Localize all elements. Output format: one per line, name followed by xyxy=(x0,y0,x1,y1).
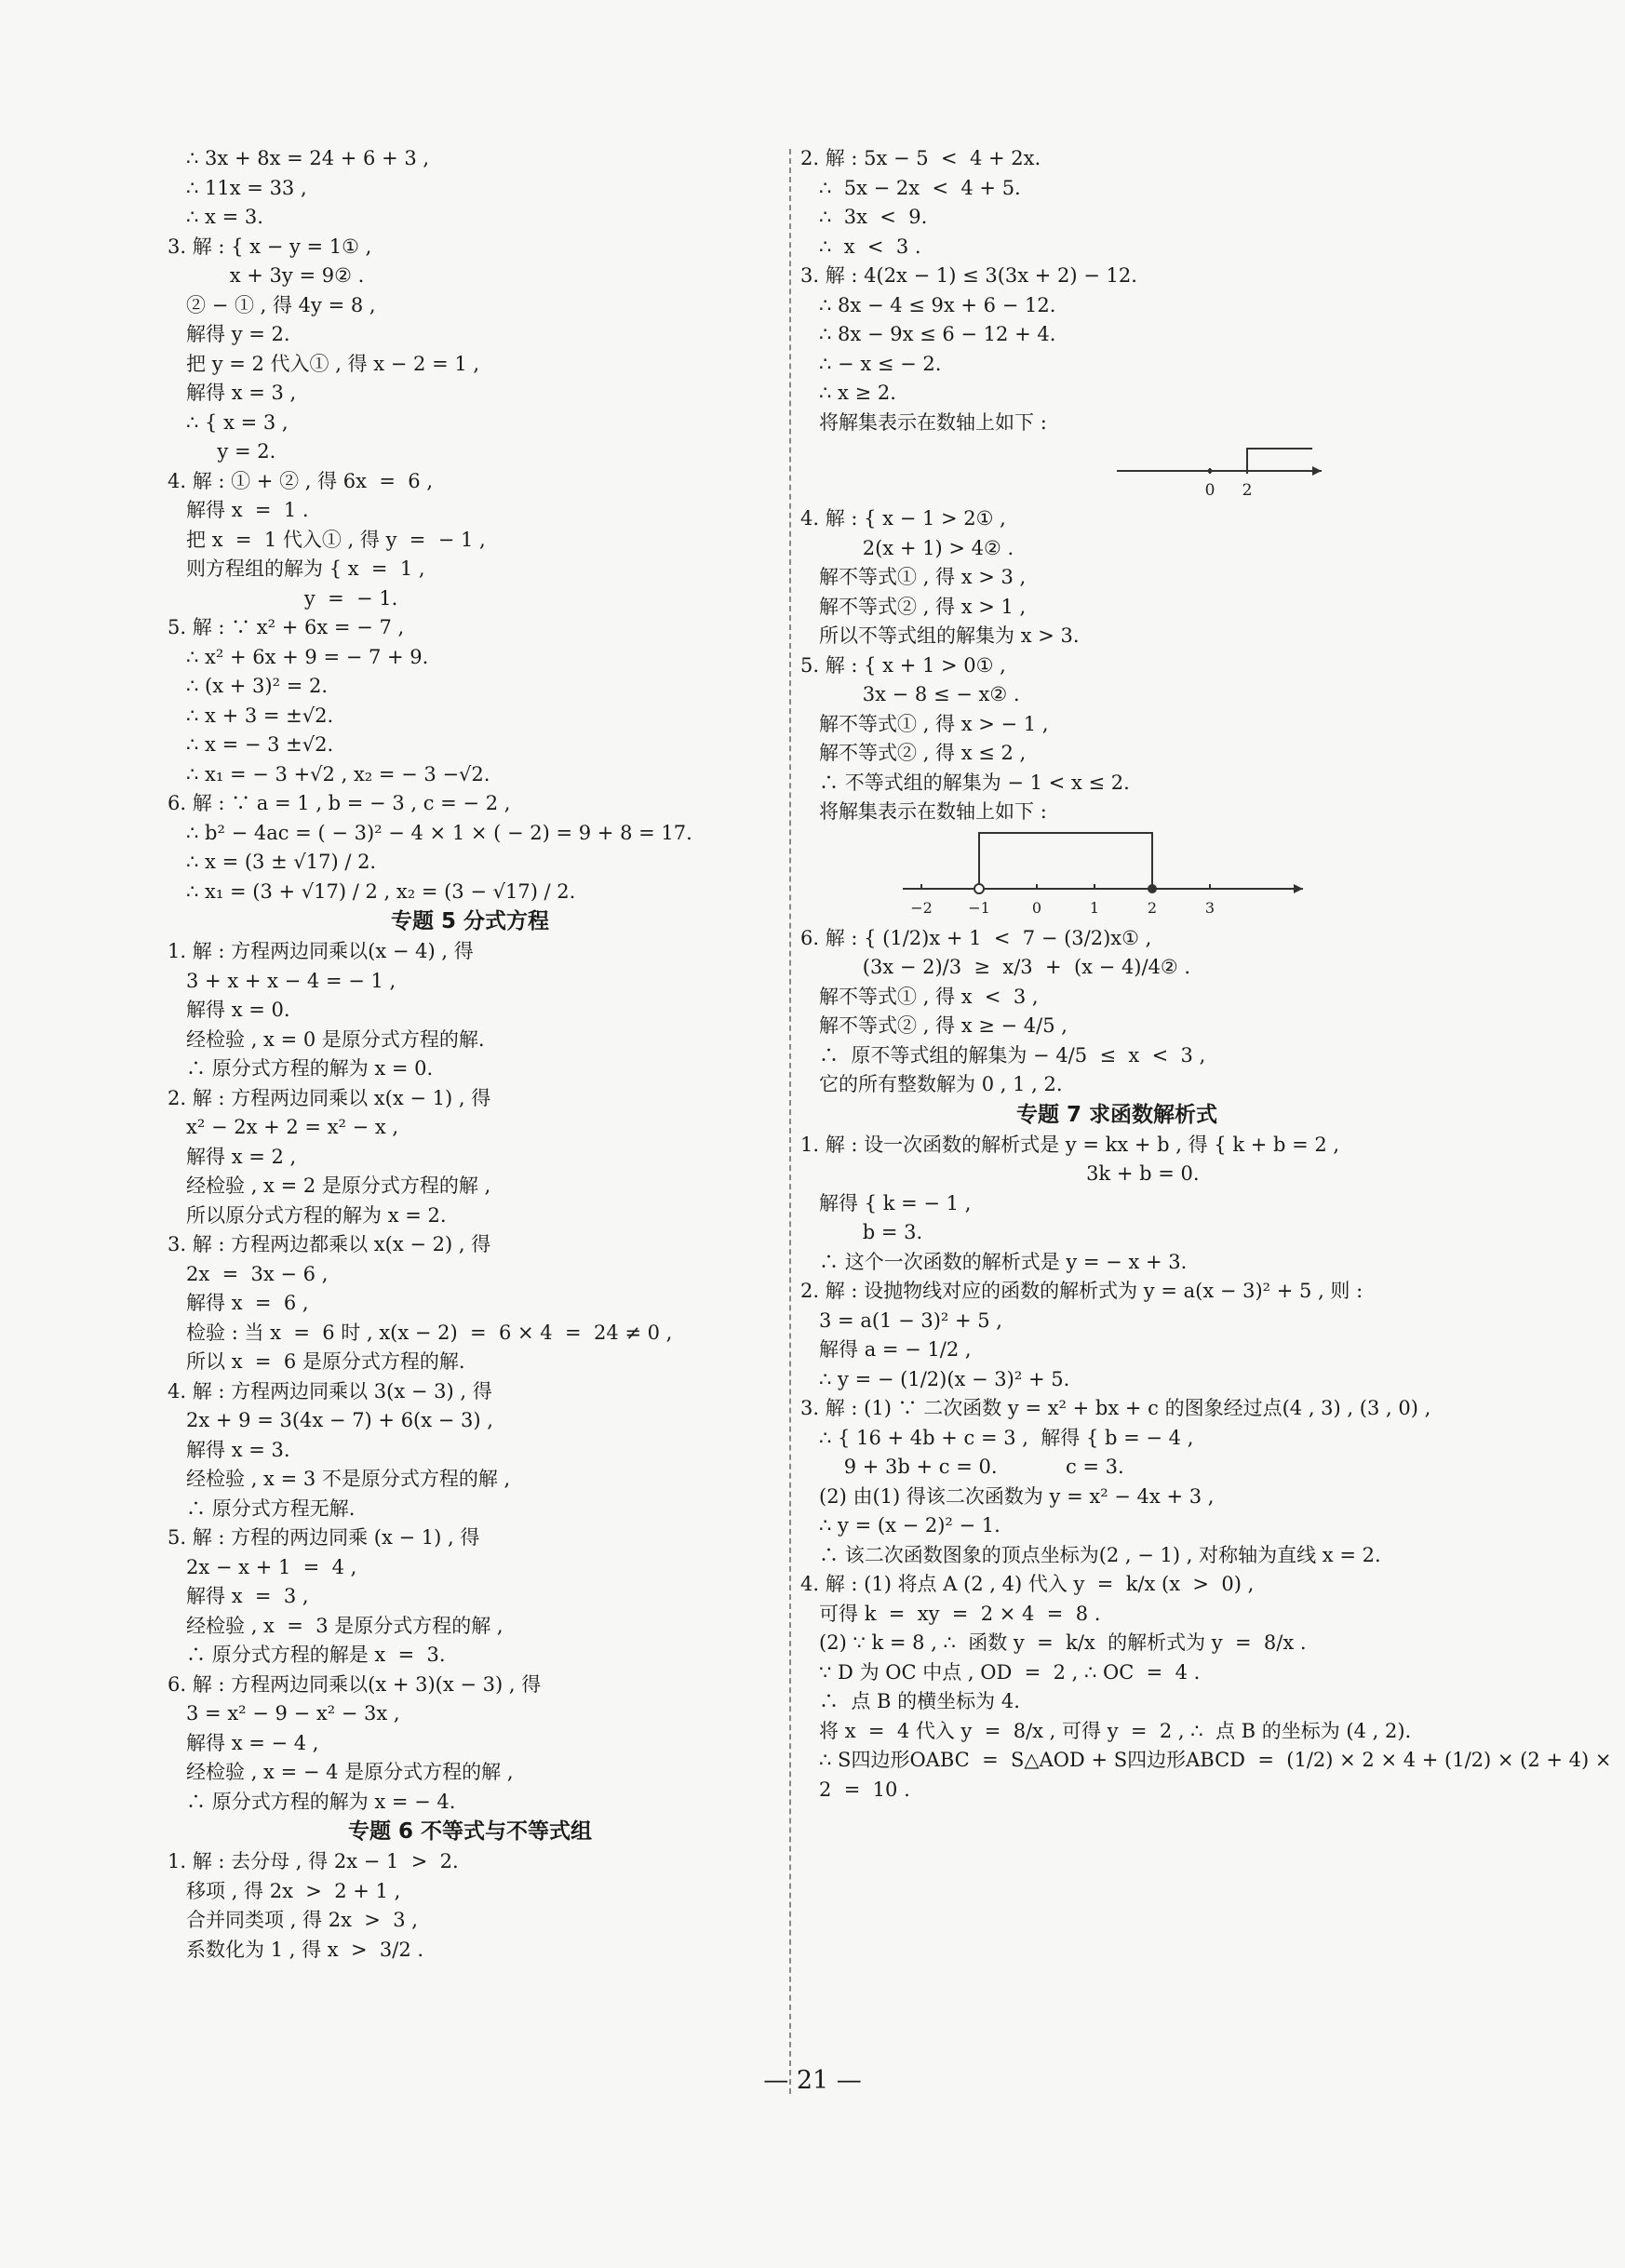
solution-bracket xyxy=(1247,449,1312,471)
solution-line: 解得 x = 6 , xyxy=(168,1292,309,1314)
solution-line: ∴ 原分式方程的解是 x = 3. xyxy=(168,1644,446,1666)
solution-line: ∴ { 16 + 4b + c = 3 , 解得 { b = − 4 , xyxy=(800,1426,1194,1449)
solution-line: 经检验 , x = 3 不是原分式方程的解 , xyxy=(168,1468,511,1490)
solution-line: ∴ b² − 4ac = ( − 3)² − 4 × 1 × ( − 2) = 9 + 8 = 17. xyxy=(168,821,692,844)
solution-line: 把 x = 1 代入① , 得 y = − 1 , xyxy=(168,528,486,551)
solution-line: ∴ 3x < 9. xyxy=(800,206,928,228)
tick-label: 2 xyxy=(1242,481,1253,500)
solution-line: 解得 x = 2 , xyxy=(168,1145,297,1168)
solution-line: 1. 解 : 方程两边同乘以(x − 4) , 得 xyxy=(168,940,474,962)
solution-line: 1. 解 : 设一次函数的解析式是 y = kx + b , 得 { k + b = 2 , xyxy=(800,1133,1340,1156)
solution-line: 移项 , 得 2x > 2 + 1 , xyxy=(168,1879,401,1902)
tick-label: 0 xyxy=(1204,481,1215,500)
solution-line: 3. 解 : { x − y = 1① , xyxy=(168,235,372,258)
number-line-2 xyxy=(903,827,1312,920)
solution-line: 将解集表示在数轴上如下 : xyxy=(800,410,1047,434)
solution-line: ∴ − x ≤ − 2. xyxy=(800,352,942,375)
solution-line: ∵ D 为 OC 中点 , OD = 2 , ∴ OC = 4 . xyxy=(800,1660,1201,1684)
solution-line: ∴ { x = 3 , xyxy=(168,410,289,434)
solution-line: 解得 { k = − 1 , xyxy=(800,1191,972,1215)
solution-line: 解不等式② , 得 x ≤ 2 , xyxy=(800,742,1027,764)
solution-line: 解得 x = − 4 , xyxy=(168,1731,319,1754)
tick-label: 2 xyxy=(1147,898,1158,917)
solution-line: 解得 x = 1 . xyxy=(168,499,309,521)
solution-line: 2. 解 : 方程两边同乘以 x(x − 1) , 得 xyxy=(168,1086,491,1109)
page-number: — 21 — xyxy=(763,2066,862,2095)
solution-line: 所以 x = 6 是原分式方程的解. xyxy=(168,1350,465,1373)
solution-line: 解得 x = 0. xyxy=(168,999,290,1021)
solution-bracket xyxy=(979,833,1152,889)
solution-line: 经检验 , x = 3 是原分式方程的解 , xyxy=(168,1614,504,1637)
solution-line: ∴ 11x = 33 , xyxy=(168,176,307,199)
solution-line: 6. 解 : ∵ a = 1 , b = − 3 , c = − 2 , xyxy=(168,792,511,814)
solution-line: 3 + x + x − 4 = − 1 , xyxy=(168,969,396,992)
solution-line: 合并同类项 , 得 2x > 3 , xyxy=(168,1909,418,1931)
solution-line: 3. 解 : (1) ∵ 二次函数 y = x² + bx + c 的图象经过点(4 , 3) , (3 , 0) , xyxy=(800,1397,1431,1419)
solution-line: ∴ (x + 3)² = 2. xyxy=(168,675,328,697)
solution-line: 4. 解 : ① + ② , 得 6x = 6 , xyxy=(168,469,433,492)
solution-line: ∴ x + 3 = ±√2. xyxy=(168,704,334,727)
solution-line: ∴ 3x + 8x = 24 + 6 + 3 , xyxy=(168,147,430,169)
solution-line: 9 + 3b + c = 0. c = 3. xyxy=(800,1456,1124,1478)
solution-line: 6. 解 : { (1/2)x + 1 < 7 − (3/2)x① , xyxy=(800,926,1152,949)
solution-line: 2. 解 : 5x − 5 < 4 + 2x. xyxy=(800,147,1041,169)
solution-line: 系数化为 1 , 得 x > 3/2 . xyxy=(168,1938,424,1961)
solution-line: 将解集表示在数轴上如下 : xyxy=(800,800,1047,823)
solution-line: 2 = 10 . xyxy=(800,1778,910,1801)
solution-line: ∴ x = 3. xyxy=(168,206,263,228)
section-heading: 专题 7 求函数解析式 xyxy=(1015,1102,1218,1127)
solution-line: 1. 解 : 去分母 , 得 2x − 1 > 2. xyxy=(168,1850,459,1872)
solution-line: 解不等式② , 得 x ≥ − 4/5 , xyxy=(800,1014,1068,1037)
solution-line: ∴ 原分式方程的解为 x = 0. xyxy=(168,1057,434,1080)
solution-line: 检验 : 当 x = 6 时 , x(x − 2) = 6 × 4 = 24 ≠ 0 , xyxy=(168,1321,673,1344)
solution-line: ∴ 点 B 的横坐标为 4. xyxy=(800,1690,1020,1712)
solution-line: ∴ x₁ = − 3 +√2 , x₂ = − 3 −√2. xyxy=(168,762,490,785)
solution-line: y = 2. xyxy=(168,440,276,463)
solution-line: ∴ 这个一次函数的解析式是 y = − x + 3. xyxy=(800,1250,1188,1273)
tick-label: 1 xyxy=(1089,898,1100,917)
solution-line: 经检验 , x = 0 是原分式方程的解. xyxy=(168,1027,485,1051)
solution-line: 4. 解 : { x − 1 > 2① , xyxy=(800,507,1006,530)
solution-line: ∴ x < 3 . xyxy=(800,235,921,258)
axis-arrow xyxy=(1312,466,1322,476)
solution-line: ∴ x ≥ 2. xyxy=(800,382,896,404)
solution-line: (2) ∵ k = 8 , ∴ 函数 y = k/x 的解析式为 y = 8/x . xyxy=(800,1631,1307,1654)
solution-line: ∴ 原分式方程的解为 x = − 4. xyxy=(168,1790,456,1813)
solution-line: 经检验 , x = − 4 是原分式方程的解 , xyxy=(168,1761,514,1783)
solution-line: 3x − 8 ≤ − x② . xyxy=(800,683,1020,705)
solution-line: ∴ 8x − 9x ≤ 6 − 12 + 4. xyxy=(800,323,1056,345)
solution-line: 则方程组的解为 { x = 1 , xyxy=(168,557,425,580)
solution-line: ∴ 5x − 2x < 4 + 5. xyxy=(800,176,1021,199)
left-column xyxy=(168,144,772,1965)
solution-line: ∴ x = (3 ± √17) / 2. xyxy=(168,851,377,873)
solution-line: 解得 x = 3. xyxy=(168,1438,290,1461)
solution-line: 5. 解 : 方程的两边同乘 (x − 1) , 得 xyxy=(168,1526,480,1549)
solution-line: ∴ x₁ = (3 + √17) / 2 , x₂ = (3 − √17) / 2. xyxy=(168,879,576,903)
solution-line: ∴ S四边形OABC = S△AOD + S四边形ABCD = (1/2) × 2 × 4 + (1/2) × (2 + 4) × xyxy=(800,1749,1612,1771)
solution-line: ② − ① , 得 4y = 8 , xyxy=(168,293,376,316)
solution-line: 3. 解 : 方程两边都乘以 x(x − 2) , 得 xyxy=(168,1233,491,1255)
solution-line: 解不等式① , 得 x < 3 , xyxy=(800,985,1039,1008)
solution-line: 可得 k = xy = 2 × 4 = 8 . xyxy=(800,1602,1101,1625)
solution-line: ∴ x = − 3 ±√2. xyxy=(168,733,334,756)
tick-label: 3 xyxy=(1204,898,1215,917)
solution-line: ∴ y = (x − 2)² − 1. xyxy=(800,1514,1001,1537)
solution-line: 解得 x = 3 , xyxy=(168,382,297,404)
solution-line: (2) 由(1) 得该二次函数为 y = x² − 4x + 3 , xyxy=(800,1484,1215,1508)
solution-line: 3 = x² − 9 − x² − 3x , xyxy=(168,1702,400,1724)
solution-line: ∴ 原分式方程无解. xyxy=(168,1496,356,1520)
solution-line: 2. 解 : 设抛物线对应的函数的解析式为 y = a(x − 3)² + 5 , 则 : xyxy=(800,1280,1363,1302)
solution-line: ∴ 该二次函数图象的顶点坐标为(2 , − 1) , 对称轴为直线 x = 2. xyxy=(800,1543,1381,1566)
number-line-figure xyxy=(959,437,1433,504)
number-line-1 xyxy=(959,437,1331,503)
tick-label: 0 xyxy=(1031,898,1042,917)
solution-line: ∴ 不等式组的解集为 − 1 < x ≤ 2. xyxy=(800,771,1130,794)
solution-line: 2x + 9 = 3(4x − 7) + 6(x − 3) , xyxy=(168,1409,493,1431)
solution-line: 所以不等式组的解集为 x > 3. xyxy=(800,624,1080,647)
solution-line: 解得 a = − 1/2 , xyxy=(800,1338,972,1361)
solution-line: b = 3. xyxy=(800,1221,923,1243)
right-column xyxy=(800,144,1612,1805)
solution-line: 6. 解 : 方程两边同乘以(x + 3)(x − 3) , 得 xyxy=(168,1672,542,1696)
solution-line: 它的所有整数解为 0 , 1 , 2. xyxy=(800,1073,1063,1095)
solution-line: y = − 1. xyxy=(168,586,398,610)
tick-label: −1 xyxy=(968,898,990,917)
solution-line: 3 = a(1 − 3)² + 5 , xyxy=(800,1308,1002,1332)
closed-endpoint xyxy=(1148,884,1157,893)
origin-dot xyxy=(1208,469,1213,474)
solution-line: 经检验 , x = 2 是原分式方程的解 , xyxy=(168,1174,491,1197)
solution-line: 4. 解 : (1) 将点 A (2 , 4) 代入 y = k/x (x > 0) , xyxy=(800,1573,1255,1595)
solution-line: x² − 2x + 2 = x² − x , xyxy=(168,1116,399,1138)
solution-line: ∴ 原不等式组的解集为 − 4/5 ≤ x < 3 , xyxy=(800,1043,1206,1067)
solution-line: 4. 解 : 方程两边同乘以 3(x − 3) , 得 xyxy=(168,1379,492,1402)
solution-line: 解不等式① , 得 x > 3 , xyxy=(800,566,1027,588)
axis-arrow xyxy=(1294,884,1303,893)
solution-line: 3. 解 : 4(2x − 1) ≤ 3(3x + 2) − 12. xyxy=(800,264,1137,287)
solution-line: ∴ 8x − 4 ≤ 9x + 6 − 12. xyxy=(800,293,1056,316)
solution-line: 所以原分式方程的解为 x = 2. xyxy=(168,1203,447,1227)
solution-line: 3k + b = 0. xyxy=(800,1162,1200,1185)
solution-line: ∴ x² + 6x + 9 = − 7 + 9. xyxy=(168,645,429,668)
solution-line: 2(x + 1) > 4② . xyxy=(800,536,1014,559)
solution-line: ∴ y = − (1/2)(x − 3)² + 5. xyxy=(800,1367,1070,1390)
solution-line: 解得 y = 2. xyxy=(168,323,290,345)
column-divider xyxy=(789,149,791,2094)
tick-label: −2 xyxy=(910,898,933,917)
solution-line: 2x − x + 1 = 4 , xyxy=(168,1555,357,1578)
solution-line: 解得 x = 3 , xyxy=(168,1585,309,1607)
solution-line: x + 3y = 9② . xyxy=(168,264,365,287)
section-heading: 专题 5 分式方程 xyxy=(390,909,550,933)
open-endpoint xyxy=(974,884,984,893)
solution-line: (3x − 2)/3 ≥ x/3 + (x − 4)/4② . xyxy=(800,956,1191,978)
solution-line: 解不等式① , 得 x > − 1 , xyxy=(800,712,1049,735)
solution-line: 将 x = 4 代入 y = 8/x , 可得 y = 2 , ∴ 点 B 的坐标为 (4 , 2). xyxy=(800,1719,1412,1742)
solution-line: 解不等式② , 得 x > 1 , xyxy=(800,595,1027,618)
solution-line: 5. 解 : { x + 1 > 0① , xyxy=(800,653,1006,677)
solution-line: 5. 解 : ∵ x² + 6x = − 7 , xyxy=(168,616,405,638)
section-heading: 专题 6 不等式与不等式组 xyxy=(347,1819,593,1844)
number-line-figure xyxy=(903,827,1433,924)
solution-line: 把 y = 2 代入① , 得 x − 2 = 1 , xyxy=(168,352,480,375)
solution-line: 2x = 3x − 6 , xyxy=(168,1262,329,1285)
